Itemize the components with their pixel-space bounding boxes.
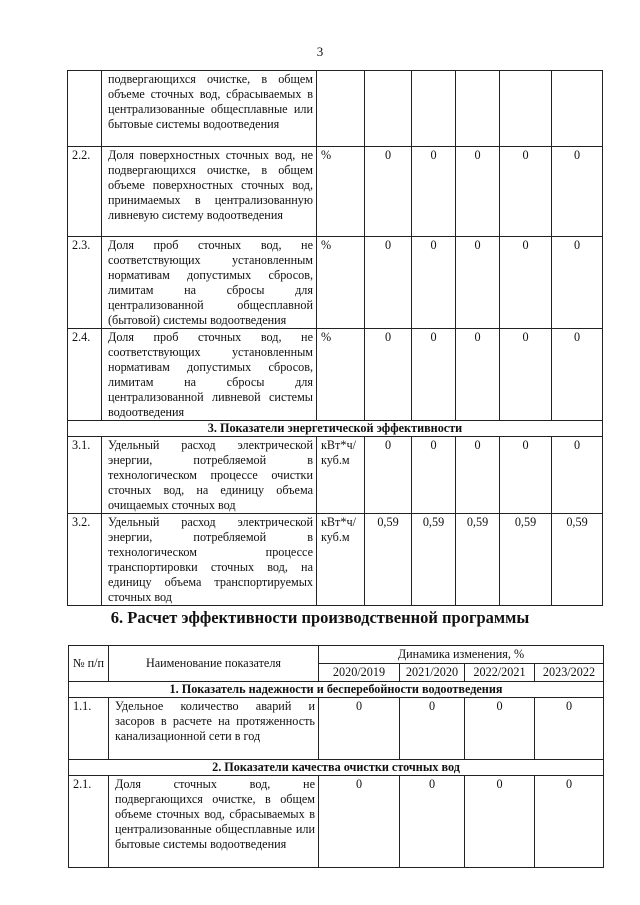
value-cell: [412, 71, 456, 147]
value-cell: 0: [535, 776, 604, 868]
efficiency-table: [68, 645, 604, 868]
table-row: [69, 698, 604, 760]
value-cell: 0: [456, 147, 500, 237]
value-cell: [500, 71, 552, 147]
value-cell: 0: [400, 698, 465, 760]
section-row: [69, 760, 604, 776]
value-cell: 0: [412, 237, 456, 329]
unit: кВт*ч/ куб.м: [317, 437, 365, 514]
table-row: [68, 437, 603, 514]
section-title: 3. Показатели энергетической эффективности: [68, 421, 603, 437]
value-cell: 0,59: [456, 514, 500, 606]
value-cell: 0: [500, 437, 552, 514]
column-header-dynamics: Динамика изменения, %: [319, 646, 604, 664]
row-number: 2.4.: [68, 329, 102, 421]
header-row: [69, 646, 604, 664]
value-cell: 0: [365, 237, 412, 329]
value-cell: 0: [365, 147, 412, 237]
value-cell: 0: [319, 698, 400, 760]
value-cell: 0: [365, 437, 412, 514]
value-cell: 0: [400, 776, 465, 868]
value-cell: 0: [365, 329, 412, 421]
row-number: 1.1.: [69, 698, 109, 760]
table-row: [68, 71, 603, 147]
table-row: [68, 147, 603, 237]
value-cell: 0,59: [412, 514, 456, 606]
column-header-name: Наименование показателя: [109, 646, 319, 682]
value-cell: 0: [500, 329, 552, 421]
value-cell: 0,59: [500, 514, 552, 606]
table-row: [68, 237, 603, 329]
column-header-period: 2023/2022: [535, 664, 604, 682]
unit: %: [317, 329, 365, 421]
indicator-name: подвергающихся очистке, в общем объеме сточных вод, сбрасываемых в централизованные общесплавные или бытовые системы водоотведения: [102, 71, 317, 147]
value-cell: 0: [535, 698, 604, 760]
indicator-name: Доля поверхностных сточных вод, не подвергающихся очистке, в общем объеме поверхностных сточных вод, принимаемых в централизованную ливневую систему водоотведения: [102, 147, 317, 237]
section-heading: 6. Расчет эффективности производственной программы: [110, 608, 530, 627]
indicators-table: [67, 70, 603, 606]
table-row: [69, 776, 604, 868]
table-row: [68, 329, 603, 421]
value-cell: 0: [456, 237, 500, 329]
column-header-period: 2020/2019: [319, 664, 400, 682]
value-cell: 0: [412, 437, 456, 514]
indicator-name: Доля проб сточных вод, не соответствующих установленным нормативам допустимых сбросов, лимитам на сбросы для централизованной ливневой системы водоотведения: [102, 329, 317, 421]
section-title: 2. Показатели качества очистки сточных вод: [69, 760, 604, 776]
column-header-number: № п/п: [69, 646, 109, 682]
value-cell: 0: [552, 147, 603, 237]
section-row: [68, 421, 603, 437]
table-row: [68, 514, 603, 606]
value-cell: [365, 71, 412, 147]
indicator-name: Удельный расход электрической энергии, потребляемой в технологическом процессе очистки сточных вод, на единицу объема очищаемых сточных вод: [102, 437, 317, 514]
row-number: 3.1.: [68, 437, 102, 514]
indicator-name: Доля проб сточных вод, не соответствующих установленным нормативам допустимых сбросов, лимитам на сбросы для централизованной общесплавной (бытовой) системы водоотведения: [102, 237, 317, 329]
unit: [317, 71, 365, 147]
value-cell: 0: [465, 776, 535, 868]
unit: %: [317, 147, 365, 237]
value-cell: 0: [465, 698, 535, 760]
row-number: 2.2.: [68, 147, 102, 237]
unit: кВт*ч/ куб.м: [317, 514, 365, 606]
row-number: 2.1.: [69, 776, 109, 868]
value-cell: 0: [456, 329, 500, 421]
value-cell: 0: [552, 329, 603, 421]
row-number: 3.2.: [68, 514, 102, 606]
indicator-name: Удельное количество аварий и засоров в расчете на протяженность канализационной сети в год: [109, 698, 319, 760]
row-number: [68, 71, 102, 147]
value-cell: [456, 71, 500, 147]
value-cell: 0: [552, 437, 603, 514]
column-header-period: 2021/2020: [400, 664, 465, 682]
value-cell: 0: [500, 237, 552, 329]
value-cell: 0,59: [552, 514, 603, 606]
unit: %: [317, 237, 365, 329]
value-cell: 0,59: [365, 514, 412, 606]
row-number: 2.3.: [68, 237, 102, 329]
page-number: 3: [316, 44, 324, 59]
value-cell: 0: [412, 147, 456, 237]
value-cell: 0: [552, 237, 603, 329]
indicator-name: Доля сточных вод, не подвергающихся очистке, в общем объеме сточных вод, сбрасываемых в централизованные общесплавные или бытовые системы водоотведения: [109, 776, 319, 868]
indicator-name: Удельный расход электрической энергии, потребляемой в технологическом процессе транспортировки сточных вод, на единицу объема транспортируемых сточных вод: [102, 514, 317, 606]
column-header-period: 2022/2021: [465, 664, 535, 682]
value-cell: 0: [412, 329, 456, 421]
value-cell: [552, 71, 603, 147]
value-cell: 0: [319, 776, 400, 868]
section-title: 1. Показатель надежности и бесперебойности водоотведения: [69, 682, 604, 698]
value-cell: 0: [456, 437, 500, 514]
value-cell: 0: [500, 147, 552, 237]
section-row: [69, 682, 604, 698]
